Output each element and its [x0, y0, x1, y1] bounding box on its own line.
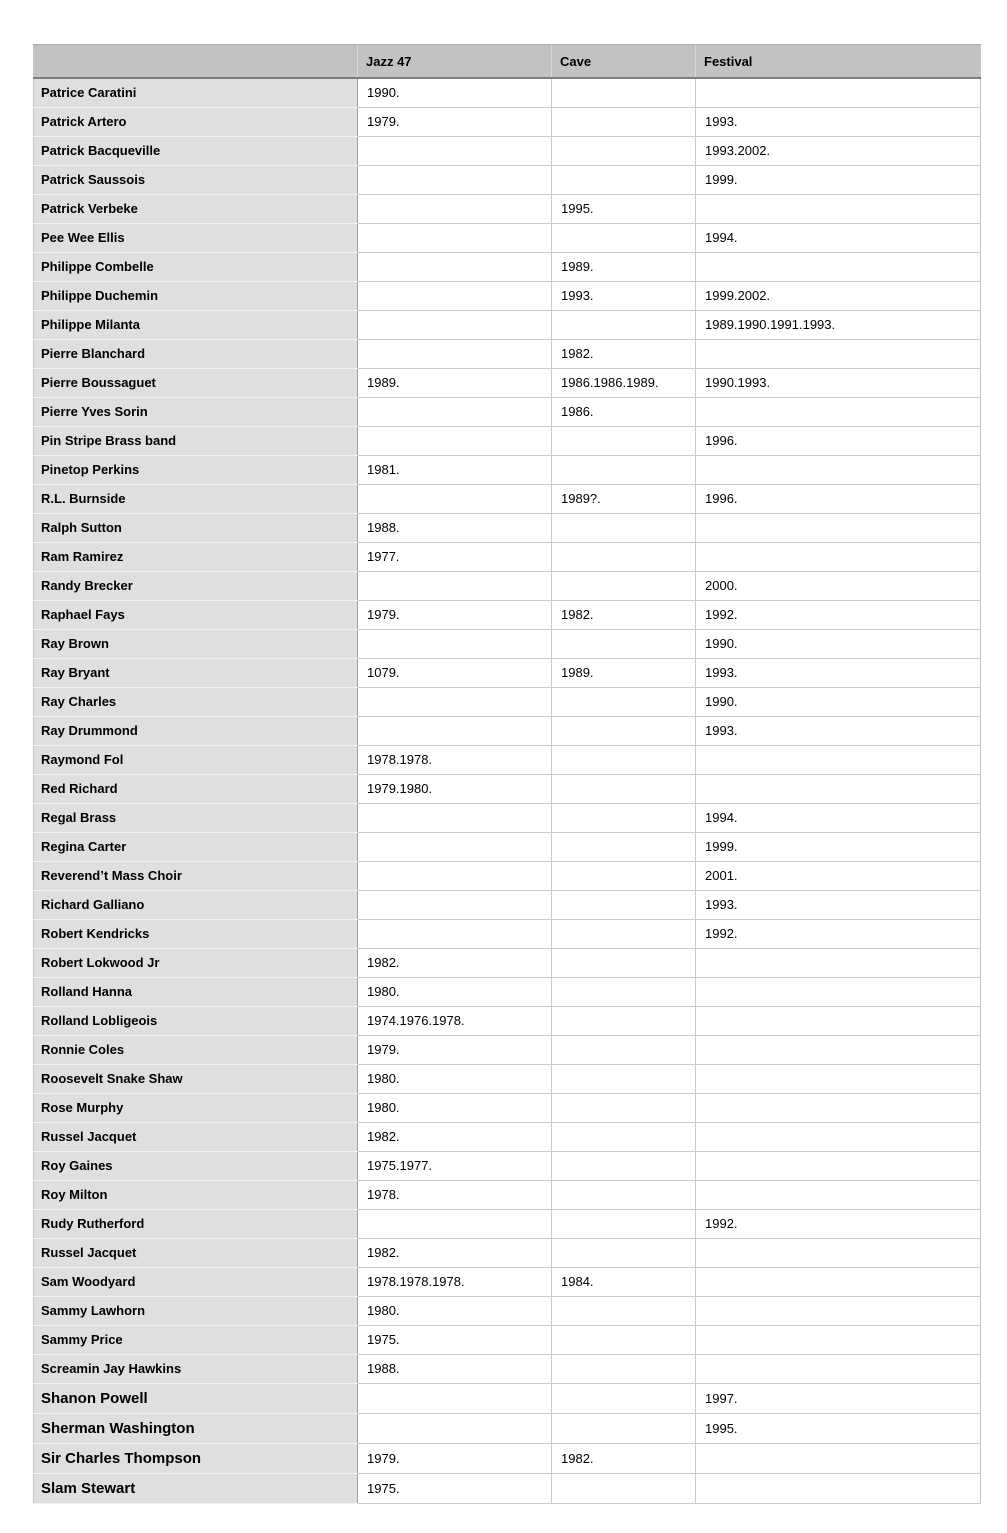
- jazz47-year-cell: 1982.: [358, 1238, 552, 1267]
- table-row: [34, 600, 981, 629]
- table-row: [34, 223, 981, 252]
- cave-year-cell: [552, 165, 696, 194]
- jazz47-year-cell: [358, 165, 552, 194]
- jazz47-year-cell: 1979.1980.: [358, 774, 552, 803]
- festival-year-cell: [696, 252, 981, 281]
- artist-name-cell: Russel Jacquet: [34, 1238, 358, 1267]
- cave-year-cell: 1993.: [552, 281, 696, 310]
- festival-year-cell: [696, 1267, 981, 1296]
- festival-year-cell: [696, 1064, 981, 1093]
- jazz47-year-cell: [358, 1383, 552, 1413]
- artist-name-cell: Sir Charles Thompson: [34, 1443, 358, 1473]
- cave-year-cell: [552, 542, 696, 571]
- jazz47-year-cell: 1975.1977.: [358, 1151, 552, 1180]
- artist-name-cell: Ray Charles: [34, 687, 358, 716]
- jazz47-year-cell: 1979.: [358, 1035, 552, 1064]
- jazz47-year-cell: [358, 1413, 552, 1443]
- cave-year-cell: [552, 1209, 696, 1238]
- artist-name-cell: R.L. Burnside: [34, 484, 358, 513]
- cave-year-cell: [552, 1151, 696, 1180]
- table-row: [34, 1413, 981, 1443]
- cave-year-cell: [552, 1354, 696, 1383]
- cave-year-cell: [552, 1383, 696, 1413]
- festival-year-cell: [696, 1473, 981, 1503]
- table-row: [34, 745, 981, 774]
- cave-year-cell: [552, 513, 696, 542]
- cave-year-cell: [552, 1296, 696, 1325]
- jazz47-year-cell: [358, 571, 552, 600]
- artist-name-cell: Pin Stripe Brass band: [34, 426, 358, 455]
- cave-year-cell: [552, 107, 696, 136]
- table-row: [34, 919, 981, 948]
- jazz47-year-cell: 1977.: [358, 542, 552, 571]
- artist-name-cell: Ralph Sutton: [34, 513, 358, 542]
- artist-name-cell: Regina Carter: [34, 832, 358, 861]
- cave-year-cell: 1995.: [552, 194, 696, 223]
- artist-name-cell: Ronnie Coles: [34, 1035, 358, 1064]
- festival-year-cell: 1990.: [696, 629, 981, 658]
- artist-name-cell: Roy Gaines: [34, 1151, 358, 1180]
- table-row: [34, 165, 981, 194]
- festival-year-cell: 1989.1990.1991.1993.: [696, 310, 981, 339]
- artist-name-cell: Sammy Lawhorn: [34, 1296, 358, 1325]
- artist-name-cell: Slam Stewart: [34, 1473, 358, 1503]
- jazz47-year-cell: 1980.: [358, 1064, 552, 1093]
- jazz47-year-cell: [358, 629, 552, 658]
- jazz47-year-cell: 1982.: [358, 1122, 552, 1151]
- table-row: [34, 252, 981, 281]
- artist-name-cell: Patrice Caratini: [34, 78, 358, 107]
- column-header-festival: Festival: [696, 45, 981, 79]
- festival-year-cell: [696, 1093, 981, 1122]
- festival-year-cell: [696, 1325, 981, 1354]
- artist-name-cell: Raymond Fol: [34, 745, 358, 774]
- table-row: [34, 368, 981, 397]
- cave-year-cell: [552, 1325, 696, 1354]
- cave-year-cell: [552, 716, 696, 745]
- cave-year-cell: [552, 890, 696, 919]
- artist-name-cell: Rolland Lobligeois: [34, 1006, 358, 1035]
- festival-year-cell: [696, 1296, 981, 1325]
- cave-year-cell: [552, 977, 696, 1006]
- table-row: [34, 513, 981, 542]
- jazz47-year-cell: [358, 484, 552, 513]
- cave-year-cell: [552, 1064, 696, 1093]
- artist-name-cell: Ray Bryant: [34, 658, 358, 687]
- jazz47-year-cell: 1989.: [358, 368, 552, 397]
- cave-year-cell: [552, 78, 696, 107]
- table-row: [34, 948, 981, 977]
- festival-year-cell: 2001.: [696, 861, 981, 890]
- cave-year-cell: 1986.: [552, 397, 696, 426]
- cave-year-cell: 1982.: [552, 339, 696, 368]
- table-row: [34, 832, 981, 861]
- jazz47-year-cell: 1980.: [358, 1296, 552, 1325]
- jazz47-year-cell: 1988.: [358, 1354, 552, 1383]
- table-row: [34, 571, 981, 600]
- festival-year-cell: [696, 745, 981, 774]
- artist-name-cell: Ray Brown: [34, 629, 358, 658]
- artist-name-cell: Philippe Milanta: [34, 310, 358, 339]
- festival-year-cell: 1997.: [696, 1383, 981, 1413]
- cave-year-cell: [552, 861, 696, 890]
- artist-name-cell: Rose Murphy: [34, 1093, 358, 1122]
- table-row: [34, 977, 981, 1006]
- artist-name-cell: Sam Woodyard: [34, 1267, 358, 1296]
- artist-name-cell: Russel Jacquet: [34, 1122, 358, 1151]
- jazz47-year-cell: [358, 426, 552, 455]
- artist-name-cell: Rudy Rutherford: [34, 1209, 358, 1238]
- cave-year-cell: [552, 629, 696, 658]
- festival-year-cell: [696, 774, 981, 803]
- cave-year-cell: [552, 426, 696, 455]
- festival-year-cell: 1996.: [696, 484, 981, 513]
- jazz47-year-cell: [358, 716, 552, 745]
- cave-year-cell: 1989?.: [552, 484, 696, 513]
- festival-year-cell: [696, 1443, 981, 1473]
- table-row: [34, 687, 981, 716]
- artist-name-cell: Patrick Saussois: [34, 165, 358, 194]
- festival-year-cell: 1994.: [696, 223, 981, 252]
- cave-year-cell: [552, 1180, 696, 1209]
- festival-year-cell: 1992.: [696, 600, 981, 629]
- table-row: [34, 716, 981, 745]
- table-row: [34, 281, 981, 310]
- jazz47-year-cell: [358, 281, 552, 310]
- artist-name-cell: Roosevelt Snake Shaw: [34, 1064, 358, 1093]
- cave-year-cell: [552, 1093, 696, 1122]
- table-row: [34, 1267, 981, 1296]
- festival-year-cell: [696, 1006, 981, 1035]
- table-row: [34, 78, 981, 107]
- artists-years-table-container: [33, 44, 981, 1504]
- artist-name-cell: Philippe Combelle: [34, 252, 358, 281]
- artist-name-cell: Ray Drummond: [34, 716, 358, 745]
- artist-name-cell: Pierre Blanchard: [34, 339, 358, 368]
- table-row: [34, 1035, 981, 1064]
- cave-year-cell: 1982.: [552, 600, 696, 629]
- festival-year-cell: [696, 78, 981, 107]
- festival-year-cell: [696, 1354, 981, 1383]
- cave-year-cell: [552, 1035, 696, 1064]
- table-row: [34, 1354, 981, 1383]
- table-row: [34, 455, 981, 484]
- jazz47-year-cell: [358, 194, 552, 223]
- artist-name-cell: Randy Brecker: [34, 571, 358, 600]
- artist-name-cell: Robert Kendricks: [34, 919, 358, 948]
- table-row: [34, 1383, 981, 1413]
- jazz47-year-cell: 1979.: [358, 600, 552, 629]
- table-row: [34, 1093, 981, 1122]
- table-row: [34, 542, 981, 571]
- jazz47-year-cell: [358, 687, 552, 716]
- table-row: [34, 136, 981, 165]
- festival-year-cell: 1993.: [696, 716, 981, 745]
- festival-year-cell: [696, 948, 981, 977]
- table-row: [34, 1122, 981, 1151]
- table-header: [34, 45, 981, 79]
- table-row: [34, 629, 981, 658]
- festival-year-cell: 1995.: [696, 1413, 981, 1443]
- cave-year-cell: 1989.: [552, 658, 696, 687]
- cave-year-cell: [552, 745, 696, 774]
- cave-year-cell: [552, 310, 696, 339]
- festival-year-cell: [696, 194, 981, 223]
- festival-year-cell: 2000.: [696, 571, 981, 600]
- festival-year-cell: 1994.: [696, 803, 981, 832]
- artist-name-cell: Philippe Duchemin: [34, 281, 358, 310]
- table-row: [34, 484, 981, 513]
- table-row: [34, 1238, 981, 1267]
- jazz47-year-cell: 1974.1976.1978.: [358, 1006, 552, 1035]
- table-row: [34, 1064, 981, 1093]
- festival-year-cell: 1999.2002.: [696, 281, 981, 310]
- column-header-artist: [34, 45, 358, 79]
- table-body: [34, 78, 981, 1503]
- jazz47-year-cell: [358, 861, 552, 890]
- jazz47-year-cell: [358, 223, 552, 252]
- jazz47-year-cell: 1079.: [358, 658, 552, 687]
- table-row: [34, 803, 981, 832]
- cave-year-cell: [552, 571, 696, 600]
- cave-year-cell: [552, 455, 696, 484]
- table-row: [34, 658, 981, 687]
- festival-year-cell: [696, 1180, 981, 1209]
- festival-year-cell: 1992.: [696, 919, 981, 948]
- cave-year-cell: [552, 223, 696, 252]
- festival-year-cell: 1993.: [696, 658, 981, 687]
- jazz47-year-cell: 1978.1978.: [358, 745, 552, 774]
- jazz47-year-cell: 1975.: [358, 1473, 552, 1503]
- jazz47-year-cell: [358, 890, 552, 919]
- cave-year-cell: [552, 1006, 696, 1035]
- festival-year-cell: [696, 513, 981, 542]
- jazz47-year-cell: 1975.: [358, 1325, 552, 1354]
- festival-year-cell: [696, 397, 981, 426]
- artist-name-cell: Ram Ramirez: [34, 542, 358, 571]
- festival-year-cell: 1993.: [696, 890, 981, 919]
- festival-year-cell: 1992.: [696, 1209, 981, 1238]
- festival-year-cell: 1993.: [696, 107, 981, 136]
- artist-name-cell: Pinetop Perkins: [34, 455, 358, 484]
- artist-name-cell: Sherman Washington: [34, 1413, 358, 1443]
- jazz47-year-cell: 1988.: [358, 513, 552, 542]
- jazz47-year-cell: 1979.: [358, 107, 552, 136]
- festival-year-cell: [696, 1035, 981, 1064]
- festival-year-cell: [696, 977, 981, 1006]
- jazz47-year-cell: 1978.: [358, 1180, 552, 1209]
- artist-name-cell: Pierre Boussaguet: [34, 368, 358, 397]
- table-row: [34, 1209, 981, 1238]
- table-row: [34, 890, 981, 919]
- artist-name-cell: Regal Brass: [34, 803, 358, 832]
- cave-year-cell: [552, 803, 696, 832]
- table-row: [34, 1473, 981, 1503]
- table-row: [34, 397, 981, 426]
- table-row: [34, 774, 981, 803]
- jazz47-year-cell: 1982.: [358, 948, 552, 977]
- jazz47-year-cell: 1979.: [358, 1443, 552, 1473]
- jazz47-year-cell: 1981.: [358, 455, 552, 484]
- table-row: [34, 107, 981, 136]
- jazz47-year-cell: [358, 310, 552, 339]
- artist-name-cell: Screamin Jay Hawkins: [34, 1354, 358, 1383]
- artist-name-cell: Patrick Bacqueville: [34, 136, 358, 165]
- festival-year-cell: [696, 339, 981, 368]
- cave-year-cell: [552, 687, 696, 716]
- festival-year-cell: 1990.1993.: [696, 368, 981, 397]
- festival-year-cell: [696, 1122, 981, 1151]
- jazz47-year-cell: [358, 832, 552, 861]
- table-row: [34, 1006, 981, 1035]
- cave-year-cell: [552, 774, 696, 803]
- jazz47-year-cell: 1978.1978.1978.: [358, 1267, 552, 1296]
- table-row: [34, 310, 981, 339]
- table-row: [34, 426, 981, 455]
- cave-year-cell: [552, 1238, 696, 1267]
- jazz47-year-cell: 1980.: [358, 1093, 552, 1122]
- festival-year-cell: [696, 1238, 981, 1267]
- table-row: [34, 339, 981, 368]
- cave-year-cell: [552, 832, 696, 861]
- festival-year-cell: 1996.: [696, 426, 981, 455]
- artist-name-cell: Raphael Fays: [34, 600, 358, 629]
- table-row: [34, 1151, 981, 1180]
- jazz47-year-cell: [358, 136, 552, 165]
- artist-name-cell: Patrick Artero: [34, 107, 358, 136]
- cave-year-cell: [552, 136, 696, 165]
- cave-year-cell: 1982.: [552, 1443, 696, 1473]
- artists-years-table: [33, 44, 981, 1504]
- artist-name-cell: Robert Lokwood Jr: [34, 948, 358, 977]
- artist-name-cell: Roy Milton: [34, 1180, 358, 1209]
- column-header-cave: Cave: [552, 45, 696, 79]
- artist-name-cell: Pierre Yves Sorin: [34, 397, 358, 426]
- cave-year-cell: 1989.: [552, 252, 696, 281]
- jazz47-year-cell: [358, 803, 552, 832]
- festival-year-cell: [696, 1151, 981, 1180]
- festival-year-cell: 1993.2002.: [696, 136, 981, 165]
- cave-year-cell: 1984.: [552, 1267, 696, 1296]
- jazz47-year-cell: 1980.: [358, 977, 552, 1006]
- column-header-jazz47: Jazz 47: [358, 45, 552, 79]
- cave-year-cell: [552, 1473, 696, 1503]
- jazz47-year-cell: 1990.: [358, 78, 552, 107]
- table-row: [34, 1443, 981, 1473]
- festival-year-cell: [696, 455, 981, 484]
- artist-name-cell: Red Richard: [34, 774, 358, 803]
- jazz47-year-cell: [358, 397, 552, 426]
- jazz47-year-cell: [358, 919, 552, 948]
- artist-name-cell: Pee Wee Ellis: [34, 223, 358, 252]
- artist-name-cell: Richard Galliano: [34, 890, 358, 919]
- festival-year-cell: 1999.: [696, 832, 981, 861]
- artist-name-cell: Rolland Hanna: [34, 977, 358, 1006]
- table-row: [34, 1325, 981, 1354]
- table-row: [34, 1180, 981, 1209]
- jazz47-year-cell: [358, 339, 552, 368]
- header-row: [34, 45, 981, 79]
- festival-year-cell: 1999.: [696, 165, 981, 194]
- cave-year-cell: [552, 1413, 696, 1443]
- artist-name-cell: Shanon Powell: [34, 1383, 358, 1413]
- cave-year-cell: [552, 1122, 696, 1151]
- table-row: [34, 1296, 981, 1325]
- cave-year-cell: [552, 919, 696, 948]
- cave-year-cell: [552, 948, 696, 977]
- festival-year-cell: [696, 542, 981, 571]
- cave-year-cell: 1986.1986.1989.: [552, 368, 696, 397]
- table-row: [34, 861, 981, 890]
- festival-year-cell: 1990.: [696, 687, 981, 716]
- artist-name-cell: Patrick Verbeke: [34, 194, 358, 223]
- jazz47-year-cell: [358, 252, 552, 281]
- artist-name-cell: Sammy Price: [34, 1325, 358, 1354]
- jazz47-year-cell: [358, 1209, 552, 1238]
- artist-name-cell: Reverend’t Mass Choir: [34, 861, 358, 890]
- table-row: [34, 194, 981, 223]
